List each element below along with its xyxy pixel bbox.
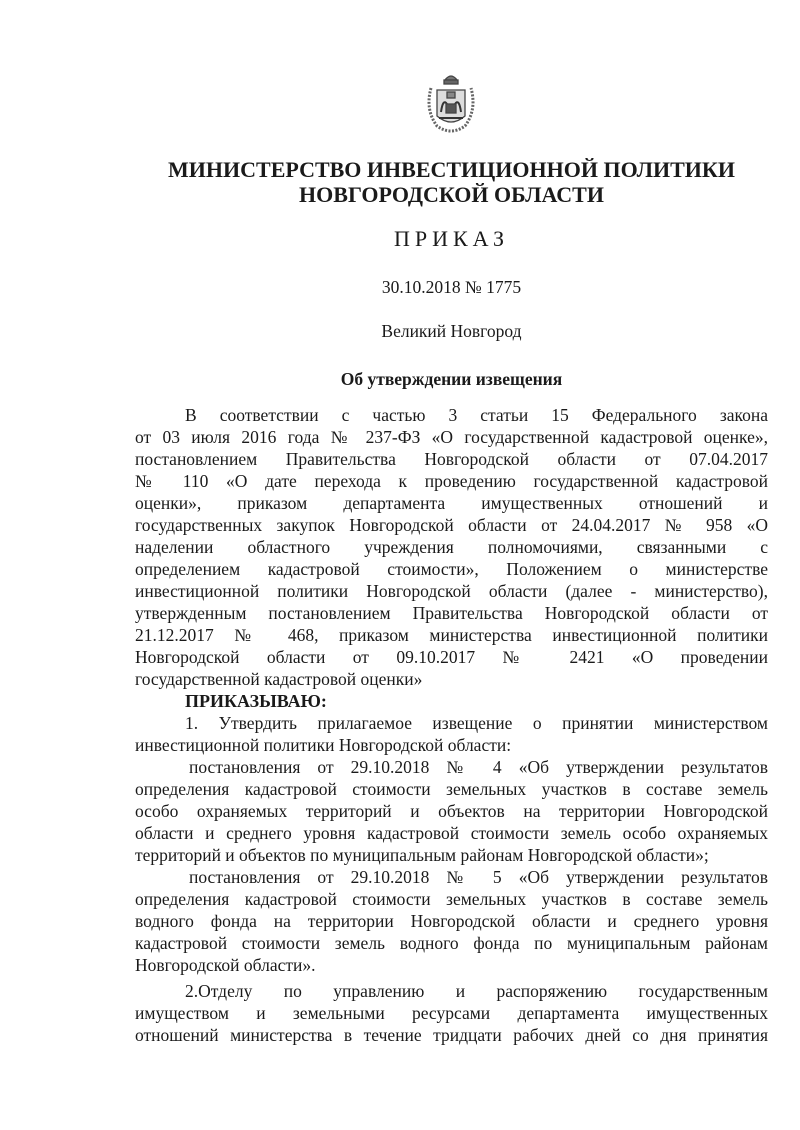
document-subject: Об утверждении извещения — [340, 369, 563, 389]
text-line: водного фонда на территории Новгородской области и среднего уровня — [135, 911, 768, 931]
ministry-title — [135, 157, 768, 207]
text-line: территорий и объектов по муниципальным районам Новгородской области»; — [135, 845, 709, 865]
text-line: определения кадастровой стоимости земельных участков в составе земель — [135, 779, 768, 799]
text-line: отношений министерства в течение тридцати рабочих дней со дня принятия — [135, 1025, 768, 1045]
sub-item-resolution-5 — [135, 866, 768, 976]
text-line: государственной кадастровой оценки» — [135, 669, 423, 689]
text-line: В соответствии с частью 3 статьи 15 Федерального закона — [185, 405, 768, 425]
text-line: утвержденным постановлением Правительства Новгородской области от — [135, 603, 768, 623]
document-type: ПРИКАЗ — [393, 226, 510, 251]
text-line: инвестиционной политики Новгородской области (далее - министерство), — [135, 581, 768, 601]
item-2-paragraph — [135, 980, 768, 1046]
document-body — [135, 404, 768, 1046]
text-line: Новгородской области». — [135, 955, 316, 975]
text-line: от 03 июля 2016 года № 237-ФЗ «О государственной кадастровой оценке», — [135, 427, 768, 447]
text-line: постановлением Правительства Новгородской области от 07.04.2017 — [135, 449, 768, 469]
item-1-paragraph — [135, 712, 768, 756]
date-number: 30.10.2018 № 1775 — [381, 277, 522, 297]
text-line: 21.12.2017 № 468, приказом министерства инвестиционной политики — [135, 625, 768, 645]
text-line: Новгородской области от 09.10.2017 № 2421 «О проведении — [135, 647, 768, 667]
text-line: области и среднего уровня кадастровой стоимости земель особо охраняемых — [135, 823, 768, 843]
text-line: инвестиционной политики Новгородской области: — [135, 735, 512, 755]
text-line: 1. Утвердить прилагаемое извещение о принятии министерством — [185, 713, 768, 733]
text-line: наделении областного учреждения полномочиями, связанными с — [135, 537, 768, 557]
order-word: ПРИКАЗЫВАЮ: — [185, 691, 327, 711]
city: Великий Новгород — [381, 321, 522, 341]
text-line: 2.Отделу по управлению и распоряжению государственным — [185, 981, 768, 1001]
text-line: постановления от 29.10.2018 № 5 «Об утверждении результатов — [189, 867, 768, 887]
sub-item-resolution-4 — [135, 756, 768, 866]
text-line: оценки», приказом департамента имущественных отношений и — [135, 493, 768, 513]
text-line: особо охраняемых территорий и объектов на территории Новгородской — [135, 801, 768, 821]
ministry-title-line1: МИНИСТЕРСТВО ИНВЕСТИЦИОННОЙ ПОЛИТИКИ — [168, 157, 735, 182]
coat-of-arms-emblem — [423, 70, 479, 136]
text-line: определения кадастровой стоимости земельных участков в составе земель — [135, 889, 768, 909]
text-line: имуществом и земельными ресурсами департамента имущественных — [135, 1003, 768, 1023]
text-line: № 110 «О дате перехода к проведению государственной кадастровой — [135, 471, 768, 491]
text-line: кадастровой стоимости земель водного фонда по муниципальным районам — [135, 933, 768, 953]
text-line: определением кадастровой стоимости», Положением о министерстве — [135, 559, 768, 579]
text-line: государственных закупок Новгородской области от 24.04.2017 № 958 «О — [135, 515, 768, 535]
preamble-paragraph — [135, 404, 768, 690]
text-line: постановления от 29.10.2018 № 4 «Об утверждении результатов — [189, 757, 768, 777]
ministry-title-line2: НОВГОРОДСКОЙ ОБЛАСТИ — [299, 182, 604, 207]
